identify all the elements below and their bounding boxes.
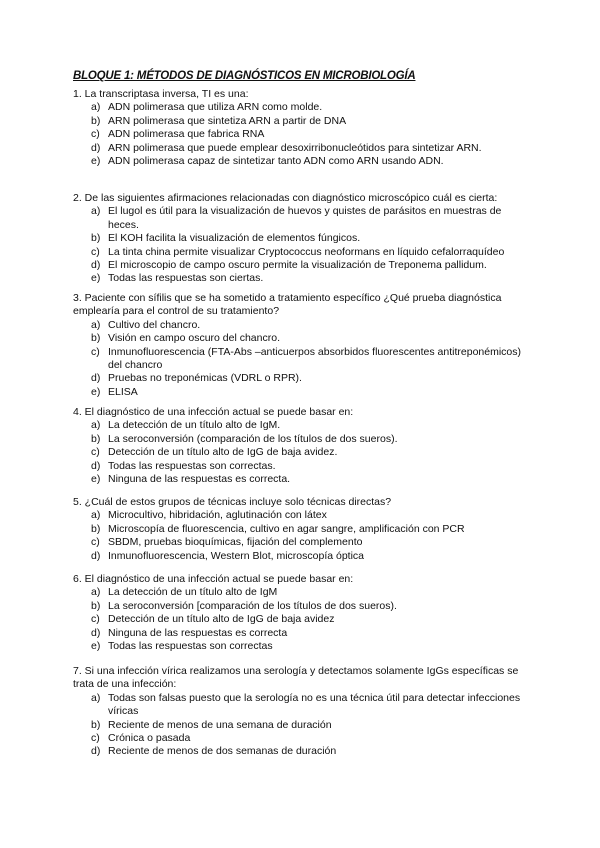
option-text: ADN polimerasa capaz de sintetizar tanto ADN como ARN usando ADN. bbox=[108, 155, 444, 168]
option-letter: c) bbox=[91, 613, 100, 626]
question-6 bbox=[73, 573, 533, 653]
option-item bbox=[73, 115, 533, 128]
question-2 bbox=[73, 192, 533, 286]
option-letter: b) bbox=[91, 718, 101, 731]
option-text: Ninguna de las respuestas es correcta bbox=[108, 626, 288, 639]
question-text: 3. Paciente con sífilis que se ha sometido a tratamiento específico ¿Qué prueba diagnóstica emplearía para el control de su tratamiento? bbox=[73, 292, 502, 318]
option-text: Detección de un título alto de IgG de baja avidez bbox=[108, 613, 335, 626]
option-letter: a) bbox=[91, 205, 101, 218]
option-letter: b) bbox=[91, 332, 101, 345]
option-text: Detección de un título alto de IgG de baja avidez. bbox=[108, 446, 338, 459]
options-list bbox=[73, 319, 533, 399]
option-item bbox=[73, 346, 533, 373]
option-letter: a) bbox=[91, 586, 101, 599]
option-letter: d) bbox=[91, 745, 101, 758]
option-item bbox=[73, 536, 533, 549]
option-letter: d) bbox=[91, 372, 101, 385]
question-7 bbox=[73, 665, 533, 759]
option-item bbox=[73, 155, 533, 168]
option-item bbox=[73, 745, 533, 758]
option-letter: c) bbox=[91, 536, 100, 549]
option-letter: d) bbox=[91, 141, 101, 154]
question-text: 2. De las siguientes afirmaciones relacionadas con diagnóstico microscópico cuál es cierta: bbox=[73, 192, 498, 204]
option-letter: b) bbox=[91, 599, 101, 612]
option-text: Todas son falsas puesto que la serología no es una técnica útil para detectar infecciones víricas bbox=[108, 691, 521, 718]
option-text: Reciente de menos de una semana de duración bbox=[108, 718, 332, 731]
question-1 bbox=[73, 88, 533, 168]
option-text: El KOH facilita la visualización de elementos fúngicos. bbox=[108, 232, 361, 245]
options-list bbox=[73, 205, 533, 285]
options-list bbox=[73, 101, 533, 168]
option-item bbox=[73, 232, 533, 245]
option-text: Ninguna de las respuestas es correcta. bbox=[108, 473, 291, 486]
option-letter: b) bbox=[91, 232, 101, 245]
option-letter: e) bbox=[91, 385, 101, 398]
option-item bbox=[73, 460, 533, 473]
option-item bbox=[73, 372, 533, 385]
option-text: SBDM, pruebas bioquímicas, fijación del complemento bbox=[108, 536, 363, 549]
option-text: Microscopía de fluorescencia, cultivo en agar sangre, amplificación con PCR bbox=[108, 522, 465, 535]
option-text: Visión en campo oscuro del chancro. bbox=[108, 332, 280, 345]
option-text: ARN polimerasa que puede emplear desoxirribonucleótidos para sintetizar ARN. bbox=[108, 141, 482, 154]
option-letter: d) bbox=[91, 259, 101, 272]
option-letter: c) bbox=[91, 732, 100, 745]
option-item bbox=[73, 332, 533, 345]
option-item bbox=[73, 272, 533, 285]
option-text: ADN polimerasa que fabrica RNA bbox=[108, 128, 265, 141]
option-text: Microcultivo, hibridación, aglutinación con látex bbox=[108, 509, 327, 522]
question-text: 4. El diagnóstico de una infección actual se puede basar en: bbox=[73, 406, 354, 418]
option-text: La seroconversión (comparación de los títulos de dos sueros). bbox=[108, 432, 398, 445]
option-text: ADN polimerasa que utiliza ARN como molde. bbox=[108, 101, 323, 114]
option-letter: c) bbox=[91, 128, 100, 141]
option-item bbox=[73, 627, 533, 640]
option-item bbox=[73, 473, 533, 486]
option-text: ARN polimerasa que sintetiza ARN a partir de DNA bbox=[108, 114, 347, 127]
option-item bbox=[73, 246, 533, 259]
option-text: La tinta china permite visualizar Cryptococcus neoformans en líquido cefalorraquídeo bbox=[108, 245, 505, 258]
option-letter: c) bbox=[91, 345, 100, 358]
option-text: Inmunofluorescencia, Western Blot, microscopía óptica bbox=[108, 549, 365, 562]
option-item bbox=[73, 640, 533, 653]
option-item bbox=[73, 613, 533, 626]
question-text: 7. Si una infección vírica realizamos una serología y detectamos solamente IgGs específicas se trata de una infección: bbox=[73, 665, 519, 691]
option-item bbox=[73, 386, 533, 399]
option-item bbox=[73, 732, 533, 745]
option-item bbox=[73, 419, 533, 432]
option-letter: a) bbox=[91, 318, 101, 331]
options-list bbox=[73, 692, 533, 759]
option-letter: c) bbox=[91, 446, 100, 459]
option-letter: e) bbox=[91, 272, 101, 285]
option-item bbox=[73, 550, 533, 563]
option-text: Reciente de menos de dos semanas de duración bbox=[108, 745, 337, 758]
option-item bbox=[73, 446, 533, 459]
option-letter: e) bbox=[91, 473, 101, 486]
option-letter: d) bbox=[91, 626, 101, 639]
question-text: 6. El diagnóstico de una infección actual se puede basar en: bbox=[73, 573, 354, 585]
option-item bbox=[73, 259, 533, 272]
question-text: 5. ¿Cuál de estos grupos de técnicas incluye solo técnicas directas? bbox=[73, 496, 392, 508]
options-list bbox=[73, 509, 533, 563]
section-heading: BLOQUE 1: MÉTODOS DE DIAGNÓSTICOS EN MICROBIOLOGÍA bbox=[73, 70, 416, 82]
option-letter: e) bbox=[91, 155, 101, 168]
question-4 bbox=[73, 406, 533, 486]
option-text: Pruebas no treponémicas (VDRL o RPR). bbox=[108, 372, 302, 385]
option-item bbox=[73, 600, 533, 613]
option-letter: b) bbox=[91, 432, 101, 445]
option-text: Todas las respuestas son correctas bbox=[108, 640, 273, 653]
option-item bbox=[73, 142, 533, 155]
option-letter: d) bbox=[91, 549, 101, 562]
option-item bbox=[73, 128, 533, 141]
option-letter: d) bbox=[91, 459, 101, 472]
option-item bbox=[73, 319, 533, 332]
option-item bbox=[73, 586, 533, 599]
option-letter: a) bbox=[91, 509, 101, 522]
option-text: El microscopio de campo oscuro permite la visualización de Treponema pallidum. bbox=[108, 259, 487, 272]
option-item bbox=[73, 692, 533, 719]
option-item bbox=[73, 719, 533, 732]
option-item bbox=[73, 205, 533, 232]
option-letter: b) bbox=[91, 114, 101, 127]
option-letter: a) bbox=[91, 419, 101, 432]
option-text: Inmunofluorescencia (FTA-Abs –anticuerpos absorbidos fluorescentes antitreponémicos) del chancro bbox=[108, 345, 522, 372]
option-letter: a) bbox=[91, 101, 101, 114]
question-3 bbox=[73, 292, 533, 399]
option-letter: c) bbox=[91, 245, 100, 258]
option-text: Cultivo del chancro. bbox=[108, 318, 201, 331]
question-text: 1. La transcriptasa inversa, TI es una: bbox=[73, 88, 249, 100]
option-text: El lugol es útil para la visualización de huevos y quistes de parásitos en muestras de heces. bbox=[108, 205, 502, 231]
option-letter: a) bbox=[91, 691, 101, 704]
option-letter: b) bbox=[91, 522, 101, 535]
option-letter: e) bbox=[91, 640, 101, 653]
option-item bbox=[73, 101, 533, 114]
option-text: La detección de un título alto de IgM. bbox=[108, 419, 281, 432]
options-list bbox=[73, 586, 533, 653]
option-item bbox=[73, 523, 533, 536]
option-item bbox=[73, 433, 533, 446]
option-text: Todas las respuestas son ciertas. bbox=[108, 272, 264, 285]
option-text: Crónica o pasada bbox=[108, 732, 191, 745]
option-text: La detección de un título alto de IgM bbox=[108, 586, 278, 599]
option-text: La seroconversión [comparación de los títulos de dos sueros). bbox=[108, 599, 397, 612]
question-5 bbox=[73, 496, 533, 563]
options-list bbox=[73, 419, 533, 486]
option-text: ELISA bbox=[108, 385, 138, 398]
option-item bbox=[73, 509, 533, 522]
option-text: Todas las respuestas son correctas. bbox=[108, 459, 276, 472]
